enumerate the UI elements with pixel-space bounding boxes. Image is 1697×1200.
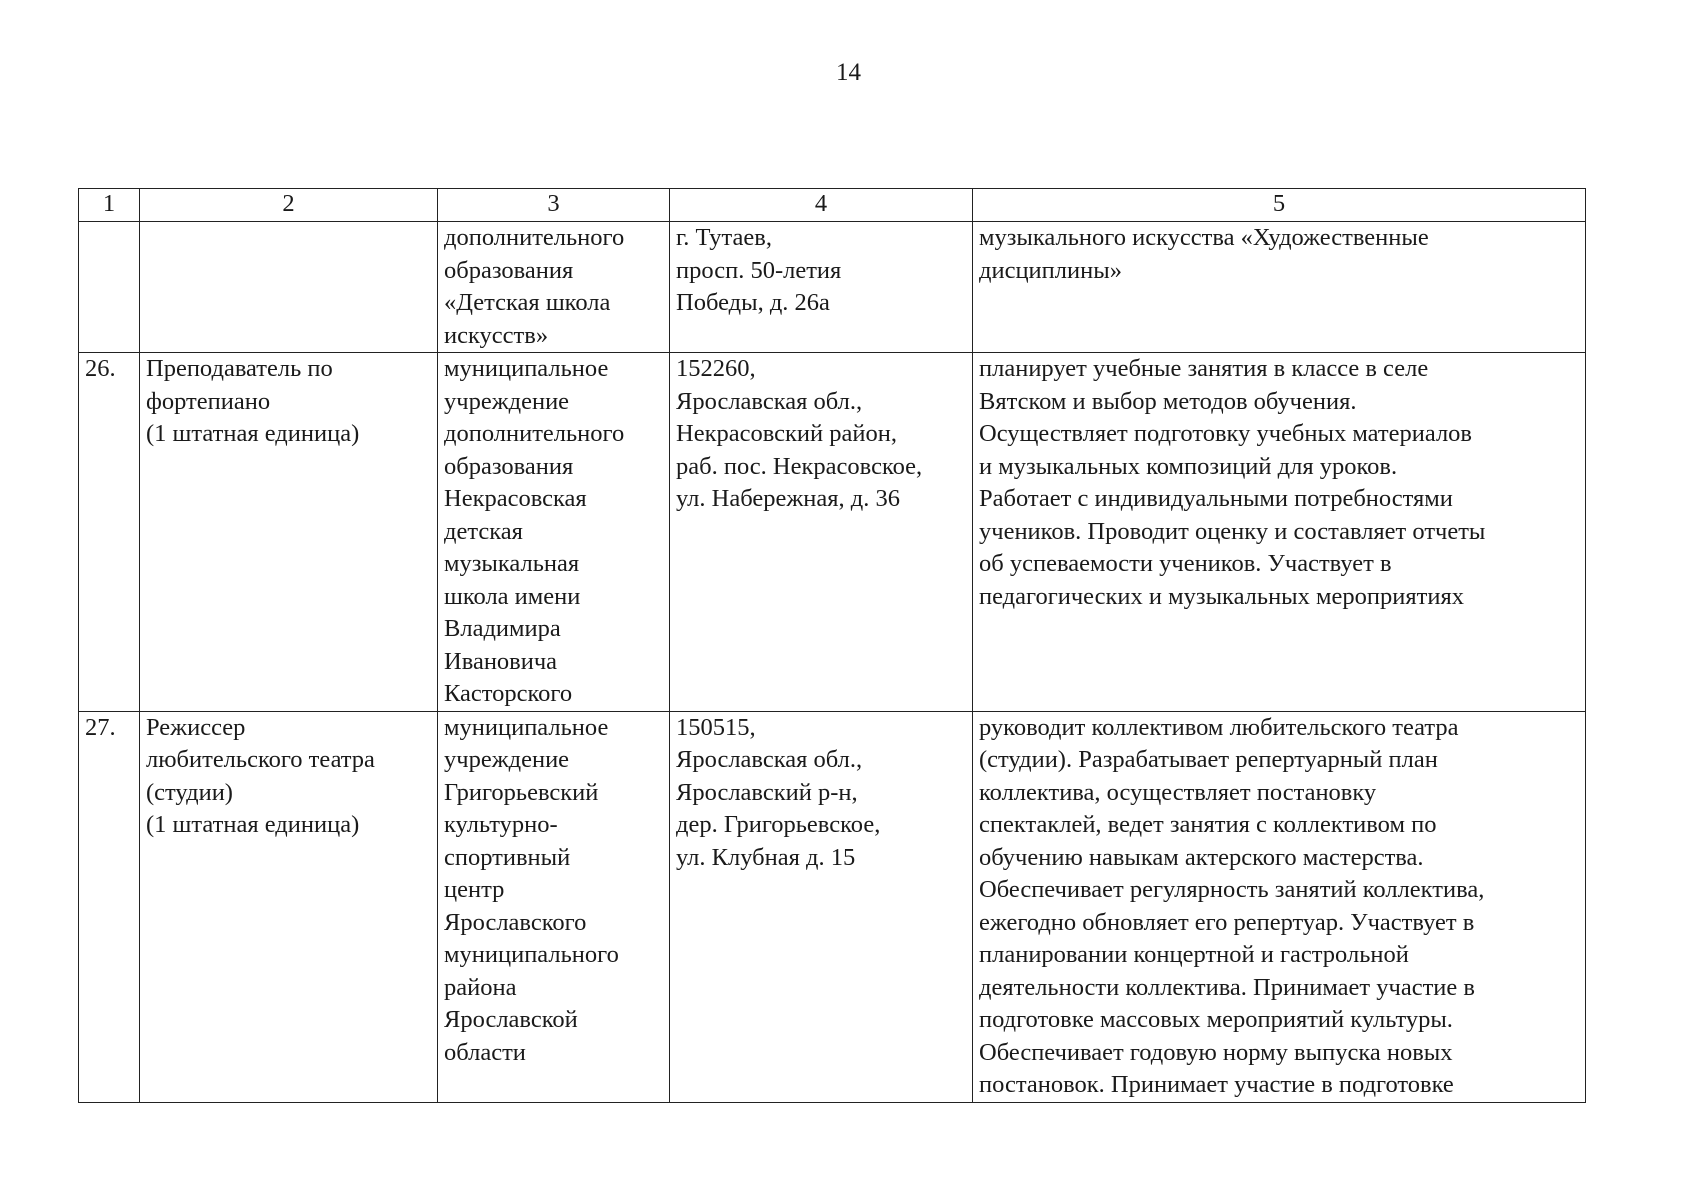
duties-line: Обеспечивает годовую норму выпуска новых	[979, 1038, 1453, 1066]
organization-line: Некрасовская	[444, 485, 587, 512]
table-header-row	[79, 189, 1586, 222]
position-line: (студии)	[146, 778, 233, 806]
duties-line: об успеваемости учеников. Участвует в	[979, 550, 1392, 577]
duties-line: Осуществляет подготовку учебных материалов	[979, 420, 1473, 447]
duties-line: спектаклей, ведет занятия с коллективом по	[979, 811, 1437, 838]
organization-line: Григорьевский	[444, 778, 599, 806]
organization-line: Ярославской	[444, 1006, 578, 1033]
position-line: Преподаватель по	[146, 355, 333, 382]
organization-line: дополнительного	[444, 420, 625, 447]
organization-line: спортивный	[444, 843, 571, 871]
address-cell	[670, 711, 973, 1102]
duties-line: и музыкальных композиций для уроков.	[979, 452, 1398, 480]
organization-line: «Детская школа	[444, 289, 611, 316]
duties-line: деятельности коллектива. Принимает участие в	[979, 973, 1475, 1001]
row-number	[79, 222, 140, 353]
duties-line: (студии). Разрабатывает репертуарный план	[979, 746, 1438, 773]
address-line: Ярославская обл.,	[676, 746, 863, 773]
address-line: 150515,	[676, 713, 756, 741]
row-number: 27.	[79, 711, 140, 1102]
organization-line: муниципальное	[444, 713, 609, 741]
organization-line: искусств»	[444, 321, 549, 349]
table-row	[79, 222, 1586, 353]
positions-table	[78, 188, 1586, 1103]
organization-line: учреждение	[444, 746, 570, 773]
duties-line: учеников. Проводит оценку и составляет отчеты	[979, 517, 1486, 545]
organization-cell	[438, 711, 670, 1102]
duties-line: ежегодно обновляет его репертуар. Участвует в	[979, 908, 1475, 936]
position-line: (1 штатная единица)	[146, 811, 360, 838]
duties-line: руководит коллективом любительского театра	[979, 713, 1459, 741]
position-cell	[140, 711, 438, 1102]
column-number-2: 2	[140, 189, 438, 222]
duties-line: дисциплины»	[979, 256, 1122, 284]
organization-line: образования	[444, 452, 574, 480]
column-number-4: 4	[670, 189, 973, 222]
address-cell	[670, 353, 973, 712]
duties-line: педагогических и музыкальных мероприятиях	[979, 582, 1464, 610]
position-line: любительского театра	[146, 746, 375, 773]
address-line: просп. 50-летия	[676, 256, 842, 284]
organization-cell	[438, 353, 670, 712]
duties-cell	[973, 222, 1586, 353]
duties-line: музыкального искусства «Художественные	[979, 224, 1429, 251]
address-line: Ярославский р-н,	[676, 778, 858, 806]
position-line: (1 штатная единица)	[146, 420, 360, 447]
table-body	[79, 222, 1586, 1103]
organization-cell	[438, 222, 670, 353]
position-line: фортепиано	[146, 387, 271, 415]
address-line: Победы, д. 26а	[676, 289, 830, 316]
address-line: ул. Набережная, д. 36	[676, 485, 901, 512]
address-cell	[670, 222, 973, 353]
organization-line: муниципальное	[444, 355, 609, 382]
organization-line: муниципального	[444, 941, 619, 968]
address-line: дер. Григорьевское,	[676, 811, 881, 838]
organization-line: учреждение	[444, 387, 570, 415]
address-line: г. Тутаев,	[676, 224, 772, 251]
duties-cell	[973, 711, 1586, 1102]
organization-line: области	[444, 1038, 526, 1066]
duties-line: Вятском и выбор методов обучения.	[979, 387, 1357, 415]
duties-line: планировании концертной и гастрольной	[979, 941, 1409, 968]
duties-line: подготовке массовых мероприятий культуры.	[979, 1006, 1453, 1033]
page-number: 14	[836, 59, 861, 86]
organization-line: центр	[444, 876, 505, 903]
organization-line: культурно-	[444, 811, 558, 838]
table-row	[79, 711, 1586, 1102]
position-cell	[140, 353, 438, 712]
duties-line: постановок. Принимает участие в подготовке	[979, 1071, 1454, 1098]
address-line: 152260,	[676, 355, 756, 382]
duties-line: коллектива, осуществляет постановку	[979, 778, 1377, 806]
duties-line: Работает с индивидуальными потребностями	[979, 485, 1453, 512]
position-line: Режиссер	[146, 713, 246, 741]
address-line: ул. Клубная д. 15	[676, 843, 856, 871]
organization-line: дополнительного	[444, 224, 625, 251]
address-line: Ярославская обл.,	[676, 387, 863, 415]
organization-line: Владимира	[444, 615, 561, 642]
organization-line: района	[444, 973, 517, 1001]
organization-line: Ивановича	[444, 647, 558, 675]
address-line: Некрасовский район,	[676, 420, 897, 447]
column-number-5: 5	[973, 189, 1586, 222]
duties-line: обучению навыкам актерского мастерства.	[979, 843, 1424, 871]
table-row	[79, 353, 1586, 712]
row-number: 26.	[79, 353, 140, 712]
duties-line: планирует учебные занятия в классе в селе	[979, 355, 1429, 382]
column-number-3: 3	[438, 189, 670, 222]
column-number-1: 1	[79, 189, 140, 222]
duties-cell	[973, 353, 1586, 712]
organization-line: детская	[444, 517, 523, 545]
duties-line: Обеспечивает регулярность занятий коллектива,	[979, 876, 1485, 903]
address-line: раб. пос. Некрасовское,	[676, 452, 923, 480]
organization-line: школа имени	[444, 582, 581, 610]
organization-line: образования	[444, 256, 574, 284]
organization-line: Ярославского	[444, 908, 587, 936]
position-cell	[140, 222, 438, 353]
organization-line: Касторского	[444, 680, 573, 707]
organization-line: музыкальная	[444, 550, 580, 577]
